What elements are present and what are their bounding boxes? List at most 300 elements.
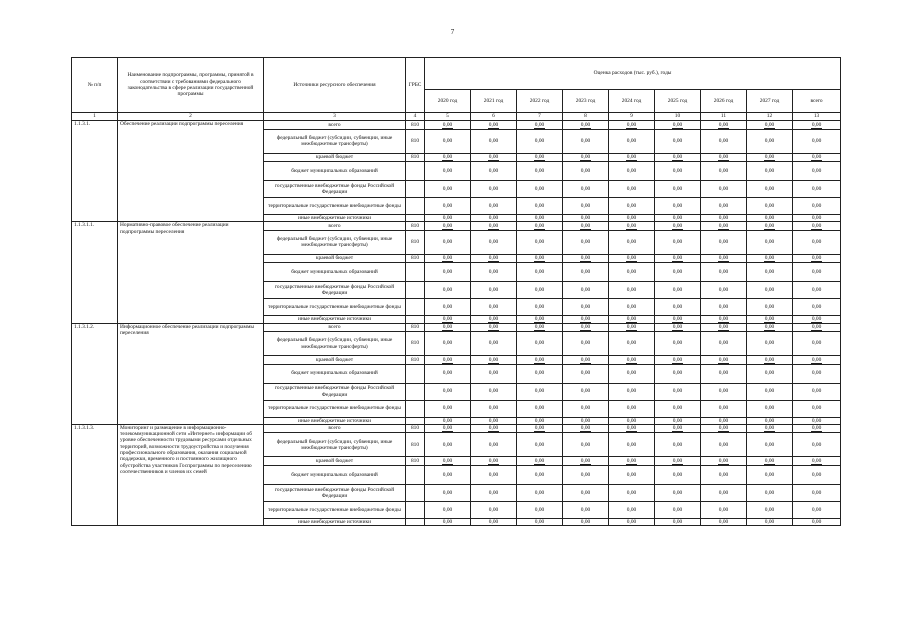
source-label: иные внебюджетные источники <box>264 518 406 525</box>
value-cell: 0,00 <box>747 282 793 299</box>
value-cell: 0,00 <box>563 465 609 484</box>
table-row <box>72 121 841 130</box>
value-cell: 0,00 <box>701 222 747 231</box>
value-cell: 0,00 <box>655 484 701 501</box>
value-cell: 0,00 <box>425 465 471 484</box>
value-cell: 0,00 <box>609 383 655 400</box>
value-cell: 0,00 <box>563 153 609 162</box>
grbs-code <box>406 162 425 181</box>
value-cell: 0,00 <box>563 282 609 299</box>
value-cell: 0,00 <box>609 417 655 424</box>
value-cell: 0,00 <box>517 181 563 198</box>
value-cell: 0,00 <box>517 198 563 215</box>
value-cell: 0,00 <box>701 484 747 501</box>
grbs-code: 810 <box>406 153 425 162</box>
value-cell: 0,00 <box>655 433 701 457</box>
value-cell: 0,00 <box>471 484 517 501</box>
value-cell: 0,00 <box>655 299 701 316</box>
value-cell: 0,00 <box>701 162 747 181</box>
value-cell: 0,00 <box>747 299 793 316</box>
value-cell: 0,00 <box>793 457 841 466</box>
value-cell: 0,00 <box>517 332 563 356</box>
value-cell: 0,00 <box>701 198 747 215</box>
value-cell: 0,00 <box>793 316 841 323</box>
value-cell: 0,00 <box>793 433 841 457</box>
value-cell: 0,00 <box>425 299 471 316</box>
header-year: 2025 год <box>655 90 701 113</box>
source-label: территориальные государственные внебюджетные фонды <box>264 299 406 316</box>
value-cell: 0,00 <box>471 356 517 365</box>
row-number: 1.1.3.1.2. <box>72 323 118 424</box>
value-cell: 0,00 <box>471 433 517 457</box>
value-cell: 0,00 <box>701 129 747 153</box>
value-cell: 0,00 <box>471 263 517 282</box>
value-cell: 0,00 <box>747 162 793 181</box>
column-number: 11 <box>701 113 747 121</box>
page-number: 7 <box>450 28 455 36</box>
column-number: 8 <box>563 113 609 121</box>
value-cell: 0,00 <box>471 230 517 254</box>
source-label: всего <box>264 424 406 433</box>
value-cell: 0,00 <box>425 129 471 153</box>
value-cell: 0,00 <box>563 518 609 525</box>
value-cell: 0,00 <box>517 400 563 417</box>
value-cell: 0,00 <box>563 323 609 332</box>
value-cell: 0,00 <box>425 501 471 518</box>
value-cell: 0,00 <box>471 181 517 198</box>
value-cell: 0,00 <box>425 230 471 254</box>
value-cell: 0,00 <box>655 282 701 299</box>
value-cell: 0,00 <box>793 501 841 518</box>
value-cell: 0,00 <box>563 424 609 433</box>
value-cell: 0,00 <box>517 153 563 162</box>
value-cell: 0,00 <box>563 417 609 424</box>
value-cell: 0,00 <box>471 424 517 433</box>
value-cell: 0,00 <box>517 364 563 383</box>
value-cell: 0,00 <box>655 518 701 525</box>
value-cell: 0,00 <box>655 198 701 215</box>
value-cell: 0,00 <box>425 323 471 332</box>
value-cell: 0,00 <box>609 332 655 356</box>
value-cell: 0,00 <box>701 282 747 299</box>
value-cell: 0,00 <box>517 299 563 316</box>
value-cell: 0,00 <box>747 153 793 162</box>
value-cell: 0,00 <box>701 215 747 222</box>
value-cell: 0,00 <box>701 299 747 316</box>
value-cell: 0,00 <box>747 383 793 400</box>
source-label: федеральный бюджет (субсидии, субвенции, иные межбюджетные трансферты) <box>264 332 406 356</box>
value-cell: 0,00 <box>655 129 701 153</box>
value-cell: 0,00 <box>701 153 747 162</box>
value-cell: 0,00 <box>793 323 841 332</box>
grbs-code: 810 <box>406 230 425 254</box>
value-cell: 0,00 <box>701 356 747 365</box>
value-cell: 0,00 <box>563 181 609 198</box>
value-cell: 0,00 <box>563 215 609 222</box>
grbs-code <box>406 518 425 525</box>
value-cell: 0,00 <box>563 129 609 153</box>
column-number: 2 <box>118 113 264 121</box>
value-cell: 0,00 <box>655 424 701 433</box>
column-number: 6 <box>471 113 517 121</box>
row-name: Мониторинг и размещение в информационно-телекоммуникационной сети «Интернет» информации об уровне обеспеченности трудовыми ресурсами отдельных территорий, возможности трудоустройства и получения профессионального образования, оказания социальной поддержки, временного и постоянного жилищного обустройства участников Госпрограммы по переселению соотечественников и членов их семей <box>118 424 264 525</box>
grbs-code <box>406 263 425 282</box>
value-cell: 0,00 <box>609 198 655 215</box>
table-row <box>72 323 841 332</box>
value-cell: 0,00 <box>471 254 517 263</box>
grbs-code <box>406 484 425 501</box>
value-cell: 0,00 <box>701 364 747 383</box>
grbs-code <box>406 400 425 417</box>
value-cell: 0,00 <box>425 198 471 215</box>
header-grbs: ГРБС <box>406 58 425 113</box>
value-cell: 0,00 <box>609 501 655 518</box>
source-label: территориальные государственные внебюджетные фонды <box>264 400 406 417</box>
source-label: бюджет муниципальных образований <box>264 162 406 181</box>
value-cell: 0,00 <box>471 332 517 356</box>
value-cell: 0,00 <box>425 400 471 417</box>
value-cell: 0,00 <box>425 457 471 466</box>
grbs-code <box>406 181 425 198</box>
value-cell: 0,00 <box>793 162 841 181</box>
source-label: государственные внебюджетные фонды Российской Федерации <box>264 282 406 299</box>
grbs-code <box>406 501 425 518</box>
value-cell: 0,00 <box>655 153 701 162</box>
column-number: 10 <box>655 113 701 121</box>
value-cell: 0,00 <box>655 332 701 356</box>
budget-table <box>71 57 841 526</box>
value-cell: 0,00 <box>471 121 517 130</box>
value-cell: 0,00 <box>609 424 655 433</box>
header-source: Источники ресурсного обеспечения <box>264 58 406 113</box>
value-cell: 0,00 <box>425 356 471 365</box>
header-name: Наименование подпрограммы, программы, принятой в соответствии с требованиями федерального законодательства в сфере реализации государственной программы <box>118 58 264 113</box>
value-cell: 0,00 <box>701 501 747 518</box>
value-cell: 0,00 <box>655 364 701 383</box>
value-cell: 0,00 <box>701 457 747 466</box>
value-cell: 0,00 <box>609 323 655 332</box>
value-cell: 0,00 <box>517 215 563 222</box>
value-cell: 0,00 <box>701 316 747 323</box>
column-number: 1 <box>72 113 118 121</box>
grbs-code: 810 <box>406 424 425 433</box>
table-row <box>72 222 841 231</box>
value-cell: 0,00 <box>425 153 471 162</box>
value-cell: 0,00 <box>747 400 793 417</box>
value-cell: 0,00 <box>655 263 701 282</box>
value-cell: 0,00 <box>747 323 793 332</box>
value-cell: 0,00 <box>655 254 701 263</box>
value-cell: 0,00 <box>609 181 655 198</box>
value-cell: 0,00 <box>517 230 563 254</box>
value-cell: 0,00 <box>609 230 655 254</box>
value-cell: 0,00 <box>655 501 701 518</box>
value-cell: 0,00 <box>609 299 655 316</box>
value-cell: 0,00 <box>793 299 841 316</box>
value-cell: 0,00 <box>563 162 609 181</box>
value-cell: 0,00 <box>517 424 563 433</box>
value-cell: 0,00 <box>425 364 471 383</box>
value-cell: 0,00 <box>793 181 841 198</box>
value-cell: 0,00 <box>609 254 655 263</box>
value-cell: 0,00 <box>517 457 563 466</box>
value-cell: 0,00 <box>793 121 841 130</box>
row-name: Нормативно-правовое обеспечение реализации подпрограммы переселения <box>118 222 264 323</box>
value-cell: 0,00 <box>701 263 747 282</box>
value-cell: 0,00 <box>655 181 701 198</box>
value-cell: 0,00 <box>747 222 793 231</box>
value-cell: 0,00 <box>701 254 747 263</box>
value-cell: 0,00 <box>563 433 609 457</box>
value-cell: 0,00 <box>425 433 471 457</box>
value-cell: 0,00 <box>517 383 563 400</box>
value-cell: 0,00 <box>517 129 563 153</box>
value-cell: 0,00 <box>655 457 701 466</box>
value-cell: 0,00 <box>747 129 793 153</box>
grbs-code: 810 <box>406 129 425 153</box>
value-cell: 0,00 <box>655 323 701 332</box>
grbs-code: 810 <box>406 254 425 263</box>
value-cell: 0,00 <box>655 400 701 417</box>
value-cell: 0,00 <box>563 222 609 231</box>
row-number: 1.1.3.1. <box>72 121 118 222</box>
value-cell: 0,00 <box>609 263 655 282</box>
value-cell: 0,00 <box>563 457 609 466</box>
row-name: Обеспечение реализации подпрограммы переселения <box>118 121 264 222</box>
value-cell: 0,00 <box>701 417 747 424</box>
value-cell: 0,00 <box>793 254 841 263</box>
value-cell: 0,00 <box>793 332 841 356</box>
value-cell: 0,00 <box>793 383 841 400</box>
value-cell: 0,00 <box>747 433 793 457</box>
grbs-code <box>406 316 425 323</box>
value-cell: 0,00 <box>425 383 471 400</box>
column-number: 4 <box>406 113 425 121</box>
value-cell: 0,00 <box>471 222 517 231</box>
value-cell: 0,00 <box>747 230 793 254</box>
value-cell: 0,00 <box>747 364 793 383</box>
value-cell: 0,00 <box>701 383 747 400</box>
value-cell: 0,00 <box>609 162 655 181</box>
value-cell: 0,00 <box>701 121 747 130</box>
table-row <box>72 424 841 433</box>
value-cell: 0,00 <box>517 356 563 365</box>
value-cell: 0,00 <box>563 484 609 501</box>
grbs-code <box>406 299 425 316</box>
value-cell: 0,00 <box>609 457 655 466</box>
value-cell: 0,00 <box>793 356 841 365</box>
value-cell: 0,00 <box>747 121 793 130</box>
grbs-code <box>406 282 425 299</box>
source-label: бюджет муниципальных образований <box>264 364 406 383</box>
value-cell: 0,00 <box>701 323 747 332</box>
column-number: 9 <box>609 113 655 121</box>
value-cell: 0,00 <box>471 215 517 222</box>
value-cell: 0,00 <box>793 518 841 525</box>
value-cell: 0,00 <box>471 465 517 484</box>
value-cell: 0,00 <box>517 316 563 323</box>
value-cell: 0,00 <box>747 198 793 215</box>
value-cell: 0,00 <box>655 222 701 231</box>
value-cell: 0,00 <box>517 162 563 181</box>
source-label: иные внебюджетные источники <box>264 417 406 424</box>
source-label: территориальные государственные внебюджетные фонды <box>264 198 406 215</box>
value-cell: 0,00 <box>793 230 841 254</box>
value-cell: 0,00 <box>609 153 655 162</box>
value-cell: 0,00 <box>425 162 471 181</box>
grbs-code: 810 <box>406 356 425 365</box>
source-label: всего <box>264 121 406 130</box>
source-label: краевой бюджет <box>264 356 406 365</box>
value-cell: 0,00 <box>747 263 793 282</box>
header-year: 2026 год <box>701 90 747 113</box>
value-cell: 0,00 <box>471 457 517 466</box>
source-label: всего <box>264 323 406 332</box>
header-year: 2020 год <box>425 90 471 113</box>
value-cell: 0,00 <box>793 198 841 215</box>
value-cell: 0,00 <box>747 316 793 323</box>
value-cell: 0,00 <box>517 417 563 424</box>
value-cell: 0,00 <box>747 484 793 501</box>
value-cell: 0,00 <box>563 356 609 365</box>
grbs-code: 810 <box>406 222 425 231</box>
value-cell: 0,00 <box>563 230 609 254</box>
value-cell: 0,00 <box>425 254 471 263</box>
source-label: государственные внебюджетные фонды Российской Федерации <box>264 383 406 400</box>
value-cell: 0,00 <box>425 222 471 231</box>
value-cell: 0,00 <box>471 153 517 162</box>
value-cell: 0,00 <box>563 316 609 323</box>
value-cell: 0,00 <box>655 417 701 424</box>
value-cell: 0,00 <box>793 465 841 484</box>
source-label: федеральный бюджет (субсидии, субвенции, иные межбюджетные трансферты) <box>264 433 406 457</box>
source-label: иные внебюджетные источники <box>264 316 406 323</box>
source-label: территориальные государственные внебюджетные фонды <box>264 501 406 518</box>
value-cell: 0,00 <box>747 424 793 433</box>
value-cell: 0,00 <box>563 364 609 383</box>
value-cell: 0,00 <box>747 181 793 198</box>
value-cell: 0,00 <box>609 518 655 525</box>
value-cell: 0,00 <box>609 222 655 231</box>
value-cell: 0,00 <box>793 424 841 433</box>
value-cell: 0,00 <box>655 215 701 222</box>
header-year: 2024 год <box>609 90 655 113</box>
value-cell: 0,00 <box>747 457 793 466</box>
value-cell: 0,00 <box>471 129 517 153</box>
value-cell: 0,00 <box>609 433 655 457</box>
header-year: 2027 год <box>747 90 793 113</box>
row-number: 1.1.3.1.3. <box>72 424 118 525</box>
value-cell: 0,00 <box>793 417 841 424</box>
value-cell: 0,00 <box>471 400 517 417</box>
value-cell: 0,00 <box>609 484 655 501</box>
value-cell: 0,00 <box>747 332 793 356</box>
value-cell: 0,00 <box>701 230 747 254</box>
value-cell: 0,00 <box>609 121 655 130</box>
value-cell: 0,00 <box>517 121 563 130</box>
value-cell: 0,00 <box>517 254 563 263</box>
value-cell: 0,00 <box>563 332 609 356</box>
value-cell: 0,00 <box>655 356 701 365</box>
source-label: всего <box>264 222 406 231</box>
value-cell: 0,00 <box>425 215 471 222</box>
value-cell: 0,00 <box>609 316 655 323</box>
value-cell: 0,00 <box>793 364 841 383</box>
value-cell: 0,00 <box>747 465 793 484</box>
grbs-code <box>406 198 425 215</box>
value-cell: 0,00 <box>563 121 609 130</box>
grbs-code: 810 <box>406 323 425 332</box>
value-cell: 0,00 <box>609 465 655 484</box>
value-cell: 0,00 <box>747 501 793 518</box>
grbs-code: 810 <box>406 121 425 130</box>
value-cell: 0,00 <box>655 121 701 130</box>
value-cell: 0,00 <box>517 484 563 501</box>
header-year: 2023 год <box>563 90 609 113</box>
grbs-code <box>406 465 425 484</box>
value-cell: 0,00 <box>425 316 471 323</box>
value-cell: 0,00 <box>517 222 563 231</box>
value-cell: 0,00 <box>471 417 517 424</box>
header-year: 2021 год <box>471 90 517 113</box>
value-cell: 0,00 <box>563 501 609 518</box>
value-cell: 0,00 <box>471 299 517 316</box>
value-cell: 0,00 <box>471 282 517 299</box>
value-cell: 0,00 <box>563 254 609 263</box>
value-cell: 0,00 <box>517 282 563 299</box>
value-cell: 0,00 <box>517 263 563 282</box>
value-cell: 0,00 <box>563 263 609 282</box>
value-cell: 0,00 <box>425 518 471 525</box>
value-cell: 0,00 <box>425 484 471 501</box>
source-label: краевой бюджет <box>264 153 406 162</box>
value-cell: 0,00 <box>747 215 793 222</box>
value-cell: 0,00 <box>655 316 701 323</box>
grbs-code <box>406 383 425 400</box>
value-cell: 0,00 <box>609 215 655 222</box>
value-cell: 0,00 <box>517 518 563 525</box>
value-cell: 0,00 <box>701 400 747 417</box>
grbs-code: 810 <box>406 332 425 356</box>
value-cell: 0,00 <box>517 465 563 484</box>
source-label: государственные внебюджетные фонды Российской Федерации <box>264 181 406 198</box>
value-cell: 0,00 <box>563 383 609 400</box>
column-number: 5 <box>425 113 471 121</box>
column-number: 12 <box>747 113 793 121</box>
value-cell: 0,00 <box>471 501 517 518</box>
source-label: краевой бюджет <box>264 457 406 466</box>
grbs-code <box>406 215 425 222</box>
value-cell: 0,00 <box>471 198 517 215</box>
header-num: № п/п <box>72 58 118 113</box>
value-cell: 0,00 <box>563 400 609 417</box>
value-cell: 0,00 <box>425 263 471 282</box>
value-cell: 0,00 <box>425 181 471 198</box>
value-cell: 0,00 <box>701 433 747 457</box>
value-cell: 0,00 <box>471 383 517 400</box>
value-cell: 0,00 <box>793 153 841 162</box>
value-cell: 0,00 <box>471 518 517 525</box>
value-cell: 0,00 <box>747 356 793 365</box>
value-cell: 0,00 <box>793 282 841 299</box>
source-label: федеральный бюджет (субсидии, субвенции, иные межбюджетные трансферты) <box>264 129 406 153</box>
grbs-code <box>406 417 425 424</box>
row-number: 1.1.3.1.1. <box>72 222 118 323</box>
value-cell: 0,00 <box>655 162 701 181</box>
value-cell: 0,00 <box>747 254 793 263</box>
value-cell: 0,00 <box>471 364 517 383</box>
value-cell: 0,00 <box>425 417 471 424</box>
